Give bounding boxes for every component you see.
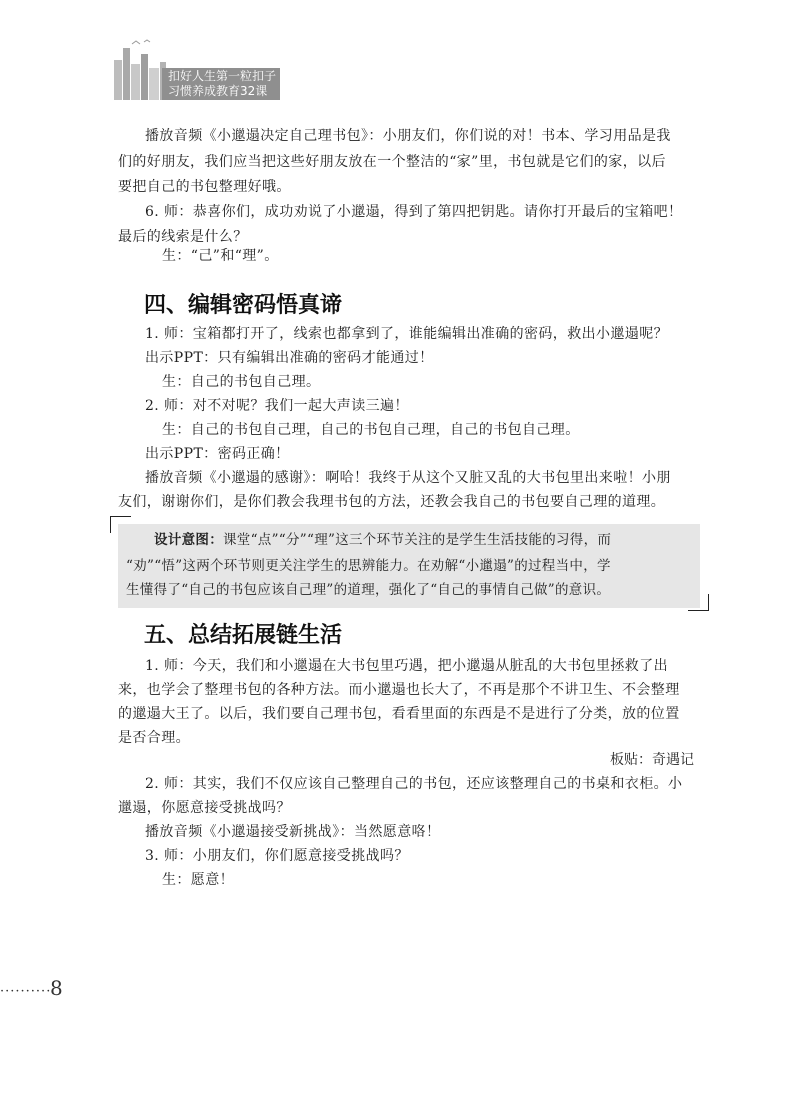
paragraph-line: 1. 师：宝箱都打开了，线索也都拿到了，谁能编辑出准确的密码，救出小邋遢呢？ xyxy=(145,326,669,342)
paragraph-line: 出示PPT：密码正确！ xyxy=(145,446,290,462)
design-line-2: “劝”“悟”这两个环节则更关注学生的思辨能力。在劝解“小邋遢”的过程当中，学 xyxy=(126,558,611,574)
corner-bracket-bottom-right xyxy=(688,594,709,611)
paragraph-line: 的邋遢大王了。以后，我们要自己理书包，看看里面的东西是不是进行了分类，放的位置 xyxy=(118,706,680,722)
paragraph-line: 生：“己”和“理”。 xyxy=(162,248,279,264)
design-line-3: 生懂得了“自己的书包应该自己理”的道理，强化了“自己的事情自己做”的意识。 xyxy=(126,582,611,598)
design-label: 设计意图： xyxy=(154,532,223,548)
design-text-1: 课堂“点”“分”“理”这三个环节关注的是学生生活技能的习得，而 xyxy=(223,532,612,548)
paragraph-line: 播放音频《小邋遢的感谢》：啊哈！我终于从这个又脏又乱的大书包里出来啦！小朋 xyxy=(145,470,671,486)
paragraph-line: 友们，谢谢你们，是你们教会我理书包的方法，还教会我自己的书包要自己理的道理。 xyxy=(118,494,666,510)
corner-bracket-top-left xyxy=(110,516,131,533)
paragraph-line: 生：愿意！ xyxy=(162,872,234,888)
city-skyline-icon xyxy=(110,38,170,100)
paragraph-line: 2. 师：其实，我们不仅应该自己整理自己的书包，还应该整理自己的书桌和衣柜。小 xyxy=(145,776,683,792)
paragraph-line: 播放音频《小邋遢决定自己理书包》：小朋友们，你们说的对！书本、学习用品是我 xyxy=(145,128,671,144)
header-title-box xyxy=(162,68,280,100)
paragraph-line: 1. 师：今天，我们和小邋遢在大书包里巧遇，把小邋遢从脏乱的大书包里拯救了出 xyxy=(145,658,669,674)
paragraph-line: 2. 师：对不对呢？我们一起大声读三遍！ xyxy=(145,398,409,414)
section-heading-5: 五、总结拓展链生活 xyxy=(144,623,343,648)
page-number: 8 xyxy=(50,976,63,1000)
paragraph-line: 邋遢，你愿意接受挑战吗？ xyxy=(118,800,291,816)
paragraph-line: 3. 师：小朋友们，你们愿意接受挑战吗？ xyxy=(145,848,409,864)
paragraph-line: 出示PPT：只有编辑出准确的密码才能通过！ xyxy=(145,350,434,366)
paragraph-line: 播放音频《小邋遢接受新挑战》：当然愿意咯！ xyxy=(145,824,441,840)
header-line-2: 习惯养成教育32课 xyxy=(168,84,268,98)
paragraph-line: 们的好朋友，我们应当把这些好朋友放在一个整洁的“家”里，书包就是它们的家，以后 xyxy=(118,154,666,170)
book-header xyxy=(110,38,280,100)
paragraph-line: 是否合理。 xyxy=(118,730,190,746)
paragraph-line: 最后的线索是什么？ xyxy=(118,229,248,245)
paragraph-line: 来，也学会了整理书包的各种方法。而小邋遢也长大了，不再是那个不讲卫生、不会整理 xyxy=(118,682,680,698)
section-heading-4: 四、编辑密码悟真谛 xyxy=(144,293,343,318)
design-line-1 xyxy=(154,530,611,550)
header-line-1: 扣好人生第一粒扣子 xyxy=(168,69,277,83)
paragraph-line: 6. 师：恭喜你们，成功劝说了小邋遢，得到了第四把钥匙。请你打开最后的宝箱吧！ xyxy=(145,204,683,220)
paragraph-line: 生：自己的书包自己理。 xyxy=(162,374,321,390)
paragraph-line: 要把自己的书包整理好哦。 xyxy=(118,179,291,195)
footer-dots: ·········· xyxy=(0,984,52,999)
paragraph-line: 生：自己的书包自己理，自己的书包自己理，自己的书包自己理。 xyxy=(162,422,580,438)
board-note: 板贴：奇遇记 xyxy=(610,752,694,768)
